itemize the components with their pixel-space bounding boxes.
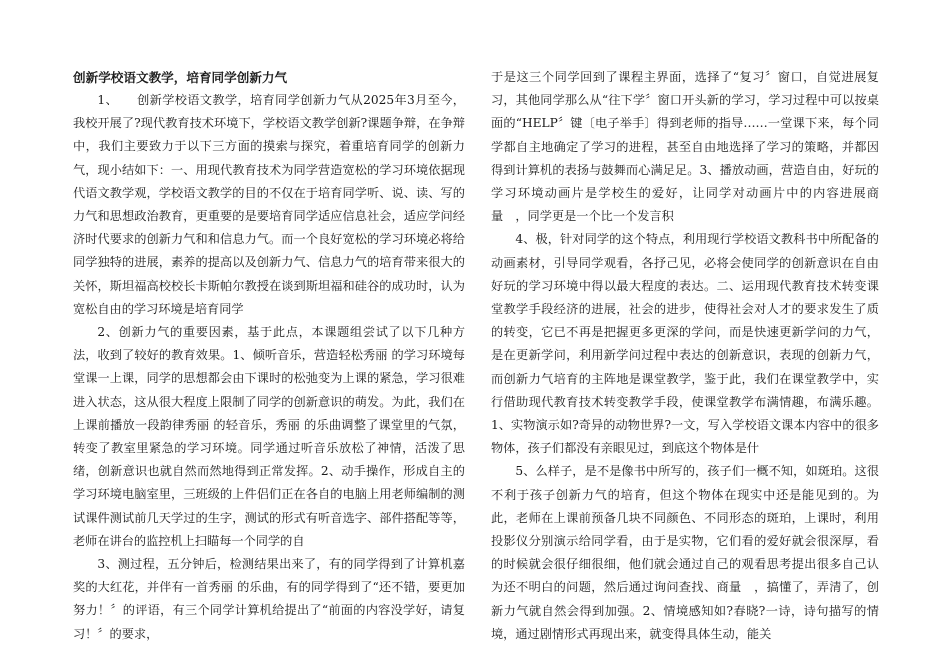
right-column [491, 66, 879, 646]
paragraph: 1、 创新学校语文教学，培育同学创新力气从2025年3月至今，我校开展了?现代教育技术环境下，学校语文教学创新?课题争辩，在争辩中，我们主要致力于以下三方面的摸索与探究，着重培育同学的创新力气，现小结如下：一、用现代教育技术为同学营造宽松的学习环境依据现代语文教学观，学校语文教学的目的不仅在于培育同学听、说、读、写的力气和思想政治教育，更重要的是要培育同学适应信息社会，适应学问经济时代要求的创新力气和和信息力气。而一个良好宽松的学习环境必将给同学独特的进展，素养的提高以及创新力气、信息力气的培育带来很大的关怀，斯坦福高校校长卡斯帕尔教授在谈到斯坦福和硅谷的成功时，认为宽松自由的学习环境是培育同学 [73, 93, 465, 316]
paragraph: 4、极，针对同学的这个特点，利用现行学校语文教科书中所配备的动画素材，引导同学观看，各抒己见，必将会使同学的创新意识在自由好玩的学习环境中得以最大程度的表达。二、运用现代教育技术转变课堂教学手段经济的进展，社会的进步，使得社会对人才的要求发生了质的转变，它已不再是把握更多更深的学问，而是快速更新学问的力气，是在更新学问，利用新学问过程中表达的创新意识，表现的创新力气，而创新力气培育的主阵地是课堂教学，鉴于此，我们在课堂教学中，实行借助现代教育技术转变教学手段，使课堂教学布满情趣，布满乐趣。1、实物演示如?奇异的动物世界?一文，写入学校语文课本内容中的很多物体，孩子们都没有亲眼见过，到底这个物体是什 [491, 232, 879, 456]
paragraph: 于是这三个同学回到了课程主界面，选择了“复习〞窗口，自觉进展复习，其他同学那么从“往下学〞窗口开头新的学习，学习过程中可以按桌面的“HELP〞键〔电子举手〕得到老师的指导……一堂课下来，每个同学都自主地确定了学习的进程，甚至自由地选择了学习的策略，并都因得到计算机的表扬与鼓舞而心满足足。3、播放动画，营造自由，好玩的学习环境动画片是学校生的爱好，让同学对动画片中的内容进展商量 ，同学更是一个比一个发言积 [491, 70, 879, 224]
document-title: 创新学校语文教学，培育同学创新力气 [73, 70, 288, 85]
paragraph: 2、创新力气的重要因素，基于此点，本课题组尝试了以下几种方法，收到了较好的教育效果。1、倾听音乐，营造轻松秀丽 的学习环境每堂课一上课，同学的思想都会由下课时的松弛变为上课的紧急，学习很难进入状态，这从很大程度上限制了同学的创新意识的萌发。为此，我们在上课前播放一段韵律秀丽 的轻音乐，秀丽 的乐曲调整了课堂里的气氛，转变了教室里紧急的学习环境。同学通过听音乐放松了神情，活泼了思绪，创新意识也就自然而然地得到正常发挥。2、动手操作，形成自主的学习环境电脑室里，三班级的上件侣们正在各自的电脑上用老师编制的测试课件测试前几天学过的生字，测试的形式有听音选字、部件搭配等等，老师在讲台的监控机上扫瞄每一个同学的自 [73, 325, 465, 548]
paragraph: 3、测过程，五分钟后，检测结果出来了，有的同学得到了计算机嘉奖的大红花，并伴有一首秀丽 的乐曲，有的同学得到了“还不错，要更加努力！〞的评语，有三个同学计算机给提出了“前面的内容没学好，请复习！〞的要求， [73, 557, 465, 641]
paragraph: 5、么样子，是不是像书中所写的，孩子们一概不知，如斑珀。这很不利于孩子创新力气的培育，但这个物体在现实中还是能见到的。为此，老师在上课前预备几块不同颜色、不同形态的斑珀，上课时，利用投影仪分别演示给同学看，由于是实物，它们看的爱好就会很深厚，看的时候就会很仔细很细，他们就会通过自己的观看思考提出很多自己认为还不明白的问题，然后通过询问查找、商量 ，搞懂了，弄清了，创新力气就自然会得到加强。2、情境感知如?春晓?一诗，诗句描写的情境，通过剧情形式再现出来，就变得具体生动，能关 [491, 464, 879, 641]
left-column [73, 66, 465, 646]
